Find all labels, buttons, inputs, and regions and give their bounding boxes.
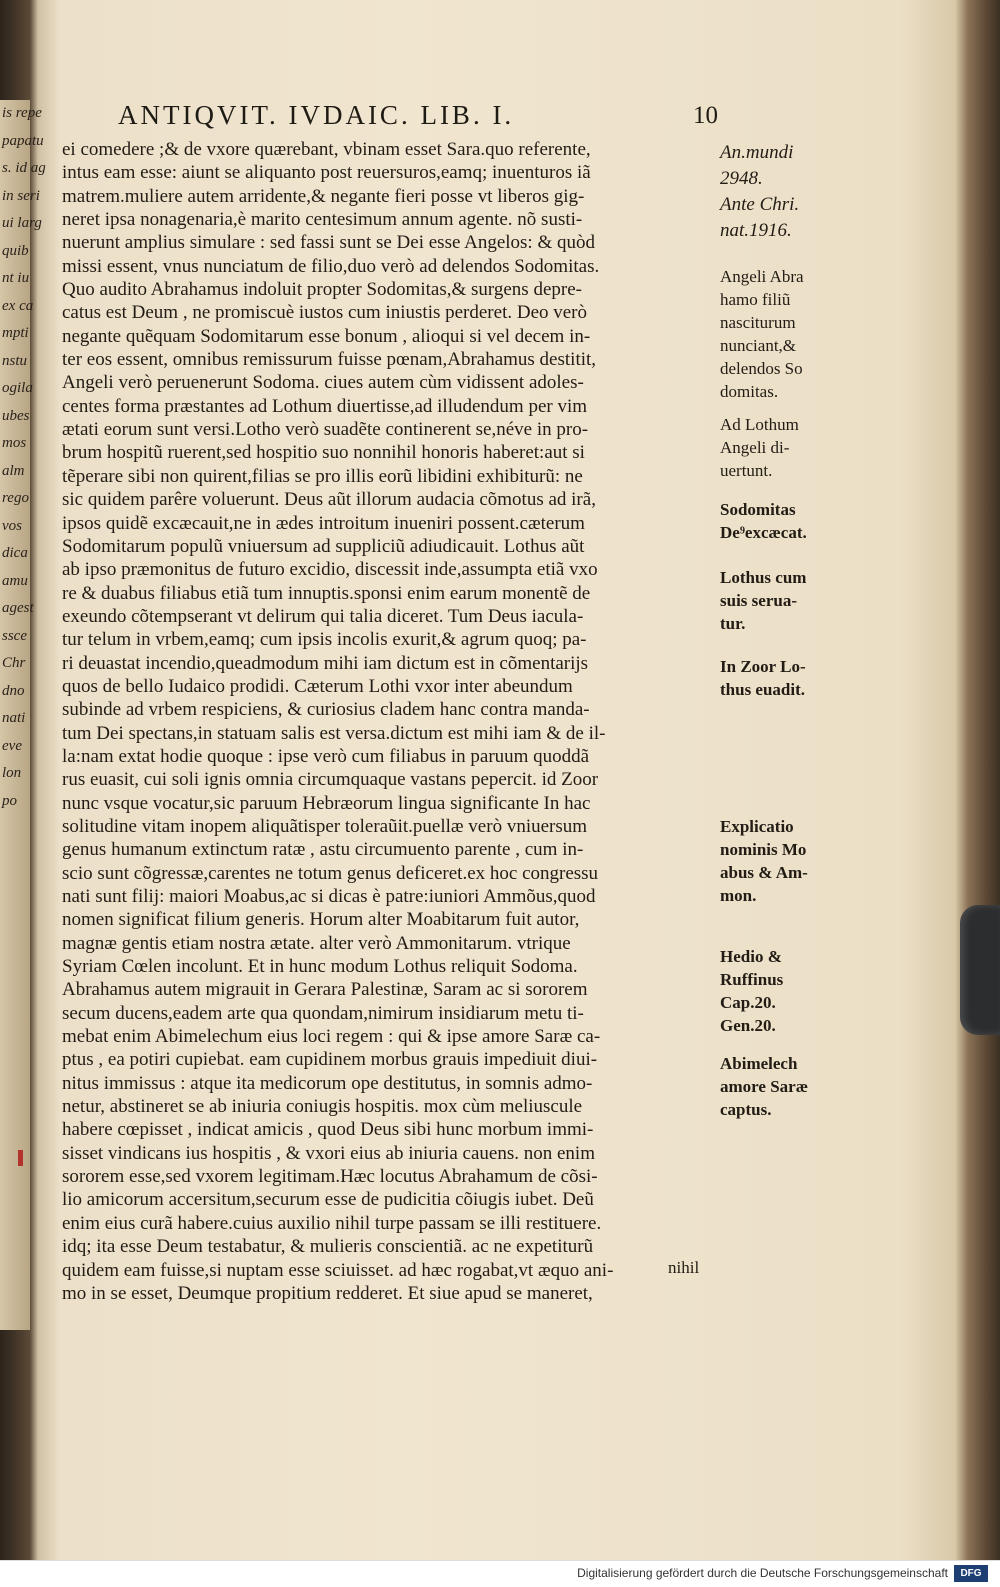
margin-note-line: abus & Am-: [720, 863, 808, 882]
text-line: neret ipsa nonagenaria,è marito centesimum annum agente. nõ susti-: [62, 209, 583, 231]
text-line: ætati eorum sunt versi.Lotho verò suadẽte continerent se,néve in pro-: [62, 419, 589, 441]
text-line: lio amicorum accersitum,securum esse de pudicitia cõiugis iubet. Deũ: [62, 1189, 594, 1211]
margin-note-abimelech: [720, 1052, 845, 1121]
text-line: re & duabus filiabus etiã tum innuptis.sponsi enim earum monentẽ de: [62, 582, 591, 604]
text-line: brum hospitũ ruerent,sed hospitio suo nonnihil honoris haberet:aut si: [62, 442, 585, 464]
margin-date-line: 2948.: [720, 168, 763, 189]
folio-number: 10: [693, 102, 718, 129]
text-line: ei comedere ;& de vxore quærebant, vbinam esset Sara.quo referente,: [62, 139, 591, 160]
margin-date-line: Ante Chri.: [720, 194, 800, 215]
margin-note-line: Angeli Abra: [720, 267, 804, 286]
red-ink-mark: [18, 1150, 23, 1166]
text-line: Quo audito Abrahamus indoluit propter Sodomitas,& surgens depre-: [62, 279, 582, 301]
margin-note-line: thus euadit.: [720, 680, 806, 699]
text-line: subinde ad vrbem respiciens, & curiosius cladem hanc contra manda-: [62, 699, 590, 721]
text-line: ri deuastat incendio,queadmodum mihi iam dictum est in cõmentarijs: [62, 652, 589, 674]
text-line: exeundo cõtempserant vt delirum qui talia diceret. Tum Deus iacula-: [62, 605, 584, 627]
text-line: intus eam esse: aiunt se aliquanto post reuersuros,eamq; inuenturos iã: [62, 162, 591, 184]
text-line: negante quẽquam Sodomitarum esse bonum , alioqui si vel decem in-: [62, 325, 591, 347]
margin-note-hedio: [720, 945, 845, 1037]
margin-note-line: hamo filiũ: [720, 290, 791, 309]
text-line: nunc vsque vocatur,sic paruum Hebræorum lingua significante In hac: [62, 792, 591, 814]
text-line: ter eos essent, omnibus remissurum fuisse pœnam,Abrahamus destitit,: [62, 349, 597, 371]
text-line: netur, abstineret se ab iniuria coniugis hospitis. mox cùm meliuscule: [62, 1096, 583, 1118]
margin-note-line: amore Saræ: [720, 1077, 808, 1096]
page-header: [118, 100, 718, 136]
text-line: nati sunt filij: maiori Moabus,ac si dicas è patre:iuniori Ammõus,quod: [62, 886, 596, 907]
text-line: ipsos quidẽ excæcauit,ne in ædes introitum inueniri possent.cæterum: [62, 512, 585, 534]
text-line: tẽperare sibi non quirent,filias se pro illis eorũ libidini exhibiturũ: ne: [62, 465, 583, 487]
text-line: enim eius curã habere.cuius auxilio nihil turpe passam se illi restituere.: [62, 1212, 602, 1234]
margin-note-line: suis serua-: [720, 591, 797, 610]
margin-note-line: De⁹excæcat.: [720, 523, 807, 542]
margin-note-line: Ruffinus: [720, 970, 784, 989]
text-line: centes forma præstantes ad Lothum diuertisse,ad illudendum per vim: [62, 395, 588, 417]
margin-note-line: tur.: [720, 614, 746, 633]
text-line: scio sunt cõgressæ,carentes ne totum genus deficeret.ex hoc congressu: [62, 862, 599, 884]
text-line: matrem.muliere autem arridente,& negante fieri posse vt liberos gig-: [62, 185, 585, 207]
margin-note-line: nasciturum: [720, 313, 796, 332]
running-head: ANTIQVIT. IVDAIC. LIB. I.: [118, 100, 515, 130]
margin-date-line: nat.1916.: [720, 220, 792, 241]
text-line: sisset vindicans ius hospitis , & vxori eius ab iniuria cauens. non enim: [62, 1142, 595, 1164]
footer-bar: [0, 1560, 1000, 1587]
page-clip: [960, 905, 1000, 1035]
margin-note-explicatio: [720, 815, 845, 907]
funding-credit: Digitalisierung gefördert durch die Deutsche Forschungsgemeinschaft: [577, 1566, 948, 1580]
margin-note-angels: [720, 265, 845, 403]
text-line: Syriam Cœlen incolunt. Et in hunc modum Lothus reliquit Sodoma.: [62, 956, 578, 978]
text-line: Sodomitarum populũ vniuersum ad suppliciũ adiudicauit. Lothus aũt: [62, 535, 585, 557]
margin-note-lothum: [720, 413, 845, 482]
margin-note-line: Ad Lothum: [720, 415, 799, 434]
previous-page-edge: is repe papatu s. id ag in seri ui larg quib nt iu ex ca mpti nstu ogila ubes mos alm rego vos dica amu agest ssce Chr dno nati eve lon po: [0, 100, 30, 1330]
margin-note-line: nunciant,&: [720, 336, 797, 355]
text-line: tum Dei spectans,in statuam salis est versa.dictum est mihi iam & de il-: [62, 722, 606, 744]
text-line: ptus , ea potiri cupiebat. eam cupidinem morbus grauis impediuit diui-: [62, 1049, 598, 1071]
text-line: Angeli verò peruenerunt Sodoma. ciues autem cùm vidissent adoles-: [62, 372, 584, 394]
margin-note-line: delendos So: [720, 359, 803, 378]
text-line: magnæ gentis etiam nostra ætate. alter verò Ammonitarum. vtrique: [62, 932, 571, 954]
margin-note-line: domitas.: [720, 382, 779, 401]
text-line: sic quidem parêre voluerunt. Deus aũt illorum audacia cõmotus ad irã,: [62, 489, 596, 511]
margin-note-line: Gen.20.: [720, 1016, 776, 1035]
text-line: la:nam extat hodie quoque : ipse verò cum filiabus in paruum quoddã: [62, 745, 590, 767]
dfg-logo: DFG: [954, 1565, 988, 1582]
margin-note-line: Abimelech: [720, 1054, 798, 1073]
margin-note-line: Sodomitas: [720, 500, 796, 519]
margin-note-line: Explicatio: [720, 817, 794, 836]
margin-note-sodomitas: [720, 498, 845, 544]
text-line: mebat enim Abimelechum eius loci regem : qui & ipse amore Saræ ca-: [62, 1026, 601, 1048]
text-line: nitus immissus : atque ita medicorum ope destitutus, in somnis admo-: [62, 1072, 593, 1094]
margin-note-line: Hedio &: [720, 947, 782, 966]
margin-note-lothus: [720, 566, 845, 635]
text-line: ab ipso præmonitus de futuro excidio, discessit inde,assumpta etiã vxo: [62, 559, 598, 581]
text-line: catus est Deum , ne promiscuè iustos cum iniustis perderet. Deo verò: [62, 302, 588, 324]
text-line: idq; ita esse Deum testabatur, & mulieris conscientiã. ac ne expetiturũ: [62, 1236, 594, 1258]
margin-date-line: An.mundi: [720, 142, 794, 163]
text-line: missi essent, vnus nunciatum de filio,duo verò ad delendos Sodomitas.: [62, 255, 600, 277]
text-line: quos de bello Iudaico prodidi. Cæterum Lothi vxor inter abeundum: [62, 675, 573, 697]
main-text-block: [62, 138, 722, 1305]
margin-note-line: Cap.20.: [720, 993, 776, 1012]
catchword: nihil: [668, 1258, 700, 1277]
margin-dates: [720, 140, 845, 244]
margin-note-line: uertunt.: [720, 461, 773, 480]
text-line: tur telum in vrbem,eamq; cum ipsis incolis exurit,& agrum quoq; pa-: [62, 629, 587, 651]
margin-note-zoor: [720, 655, 845, 701]
margin-note-line: mon.: [720, 886, 757, 905]
text-line: genus humanum extinctum ratæ , astu circumuento parente , cum in-: [62, 839, 584, 861]
margin-note-line: nominis Mo: [720, 840, 807, 859]
margin-note-line: Lothus cum: [720, 568, 807, 587]
text-line: sororem esse,sed vxorem legitimam.Hæc locutus Abrahamum de cõsi-: [62, 1166, 598, 1188]
text-line: Abrahamus autem migrauit in Gerara Palestinæ, Saram ac si sororem: [62, 979, 588, 1001]
text-line: quidem eam fuisse,si nuptam esse sciuisset. ad hæc rogabat,vt æquo ani-: [62, 1259, 614, 1281]
text-line: habere cœpisset , indicat amicis , quod Deus sibi hunc morbum immi-: [62, 1119, 594, 1141]
text-line: rus euasit, cui soli ignis omnia circumquaque vastans pepercit. id Zoor: [62, 769, 599, 791]
text-line: nuerunt amplius simulare : sed fassi sunt se Dei esse Angelos: & quòd: [62, 232, 595, 254]
text-line: mo in se esset, Deumque propitium redderet. Et siue apud se maneret,: [62, 1282, 593, 1304]
text-line: nomen significat filium generis. Horum alter Moabitarum fuit autor,: [62, 909, 580, 931]
text-line: secum ducens,eadem arte qua quondam,nimirum insidiarum metu ti-: [62, 1002, 584, 1024]
margin-note-line: In Zoor Lo-: [720, 657, 806, 676]
text-line: solitudine vitam inopem aliquãtisper toleraũit.puellæ verò vniuersum: [62, 815, 588, 837]
margin-note-line: captus.: [720, 1100, 772, 1119]
margin-note-line: Angeli di-: [720, 438, 790, 457]
